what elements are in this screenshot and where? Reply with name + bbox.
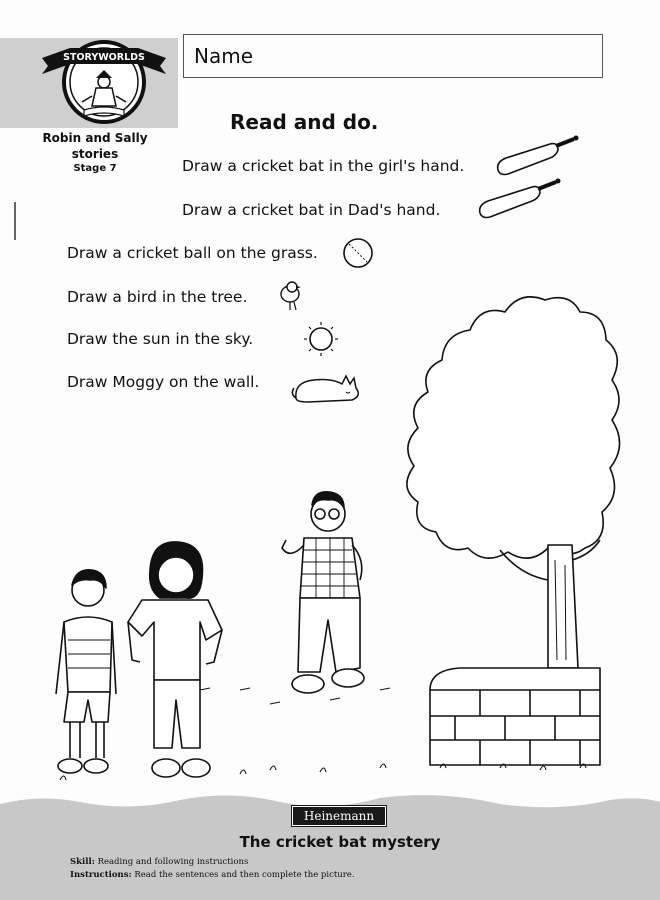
name-label: Name [194,44,254,68]
tree-canopy [407,297,620,558]
series-title-line1: Robin and Sally [42,131,148,145]
skill-label: Skill: [70,857,95,867]
instruction-girl-bat: Draw a cricket bat in the girl's hand. [182,157,465,175]
stage-label: Stage 7 [73,163,117,175]
skill-line [70,857,248,867]
instruction-dad-bat: Draw a cricket bat in Dad's hand. [182,201,441,219]
instructions-line [70,870,355,880]
dad-figure [282,492,364,693]
instruction-moggy: Draw Moggy on the wall. [67,373,260,391]
book-title: The cricket bat mystery [239,833,441,851]
boy-figure [56,570,116,773]
instructions-text: Read the sentences and then complete the picture. [134,870,355,880]
instruction-cricket-ball: Draw a cricket ball on the grass. [67,244,318,262]
publisher-logo: Heinemann [292,806,386,826]
logo-text: STORYWORLDS [63,52,145,63]
instructions-label: Instructions: [70,870,132,880]
tree-trunk [548,545,578,668]
girl-figure [128,542,222,777]
series-title-line2: stories [71,147,119,162]
skill-text: Reading and following instructions [97,857,249,867]
page-heading: Read and do. [230,110,379,134]
instruction-bird: Draw a bird in the tree. [67,288,248,306]
instruction-sun: Draw the sun in the sky. [67,330,254,348]
